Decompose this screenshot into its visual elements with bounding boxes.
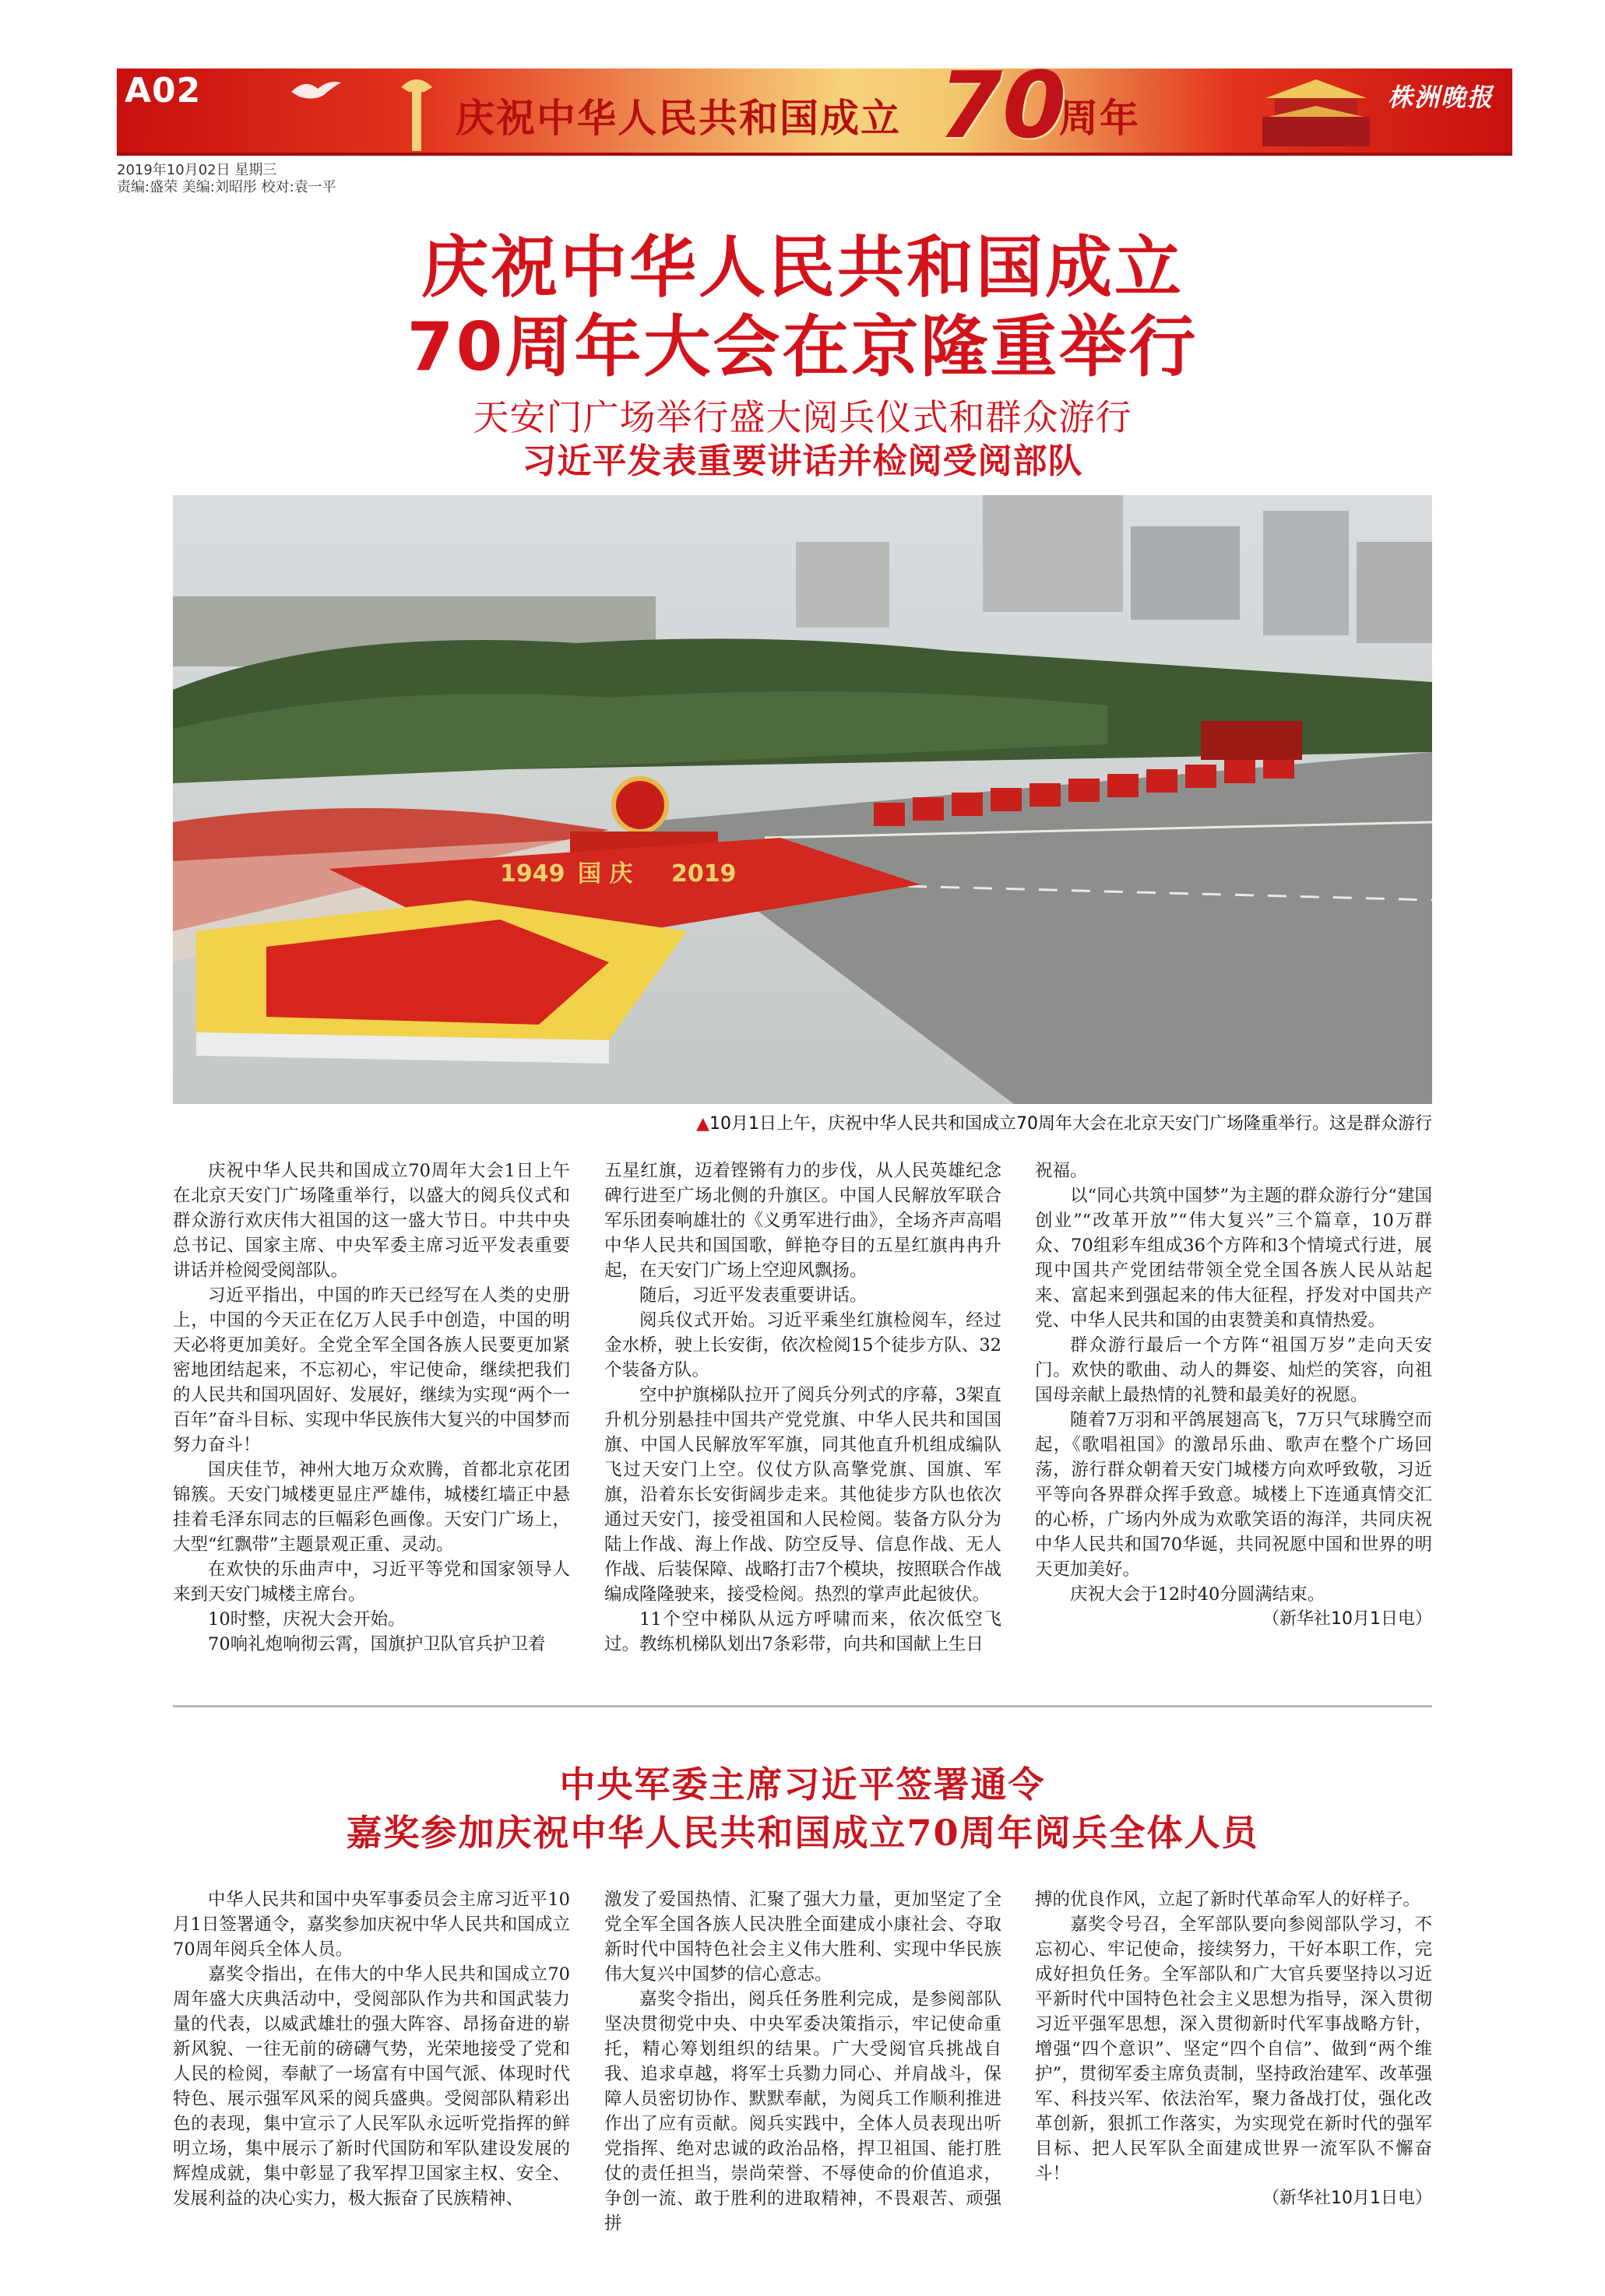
article2-headline-line1: 中央军委主席习近平签署通令 [559,1763,1046,1806]
paragraph: 空中护旗梯队拉开了阅兵分列式的序幕，3架直升机分别悬挂中国共产党党旗、中华人民共和国国旗、中国人民解放军军旗，同其他直升机组成编队飞过天安门上空。仪仗方队高擎党旗、国旗、军旗，沿着东长安街阔步走来。其他徒步方队也依次通过天安门，接受祖国和人民检阅。装备方队分为陆上作战、海上作战、防空反导、信息作战、无人作战、后装保障、战略打击7个模块，按照联合作战编成隆隆驶来，接受检阅。热烈的掌声此起彼伏。 [604,1385,1001,1605]
section-divider [173,1705,1432,1707]
article2-col-2 [604,1887,1001,2236]
photo-text-1949: 1949 [500,860,565,888]
article2-col-3 [1035,1887,1432,2211]
paragraph: 10时整，庆祝大会开始。 [208,1609,406,1630]
subhead-2: 习近平发表重要讲话并检阅受阅部队 [522,441,1083,481]
paragraph: 激发了爱国热情、汇聚了强大力量，更加坚定了全党全军全国各族人民决胜全面建成小康社会、夺取新时代中国特色社会主义伟大胜利、实现中华民族伟大复兴中国梦的信心意志。 [604,1890,1001,1985]
article1-col-1 [173,1159,570,1657]
ornamental-column-icon [393,72,440,153]
paragraph: 随后，习近平发表重要讲话。 [639,1285,868,1306]
photo-text-2019: 2019 [671,860,737,888]
banner-big-number: 70 [938,51,1067,159]
paragraph: 嘉奖令指出，阅兵任务胜利完成，是参阅部队坚决贯彻党中央、中央军委决策指示，牢记使命重托，精心筹划组织的结果。广大受阅官兵挑战自我、追求卓越，将军士兵勠力同心、并肩战斗，保障人员密切协作、默默奉献，为阅兵工作顺利推进作出了应有贡献。阅兵实践中，全体人员表现出听党指挥、绝对忠诚的政治品格，捍卫祖国、能打胜仗的责任担当，崇尚荣誉、不辱使命的价值追求，争创一流、敢于胜利的进取精神，不畏艰苦、顽强拼 [604,1989,1001,2234]
paragraph: 嘉奖令指出，在伟大的中华人民共和国成立70周年盛大庆典活动中，受阅部队作为共和国武装力量的代表，以威武雄壮的强大阵容、昂扬奋进的崭新风貌、一往无前的磅礴气势，光荣地接受了党和人民的检阅，奉献了一场富有中国气派、体现时代特色、展示强军风采的阅兵盛典。受阅部队精彩出色的表现，集中宣示了人民军队永远听党指挥的鲜明立场，集中展示了新时代国防和军队建设发展的辉煌成就，集中彰显了我军捍卫国家主权、安全、发展利益的决心实力，极大振奋了民族精神、 [173,1964,570,2209]
paragraph: 国庆佳节，神州大地万众欢腾，首都北京花团锦簇。天安门城楼更显庄严雄伟，城楼红墙正中悬挂着毛泽东同志的巨幅彩色画像。天安门广场上，大型“红飘带”主题景观正重、灵动。 [173,1460,570,1555]
banner-title: 庆祝中华人民共和国成立 [456,96,901,141]
photo-caption [173,1110,1432,1134]
subhead-1: 天安门广场举行盛大阅兵仪式和群众游行 [473,396,1132,438]
brand-logo: 株洲晚报 [1388,83,1494,112]
headline-line1: 庆祝中华人民共和国成立 [421,229,1184,307]
article2-signature: （新华社10月1日电） [1262,2189,1432,2208]
parade-photo [173,495,1432,1104]
paragraph: 五星红旗，迈着铿锵有力的步伐，从人民英雄纪念碑行进至广场北侧的升旗区。中国人民解放军联合军乐团奏响雄壮的《义勇军进行曲》，全场齐声高唱中华人民共和国国歌，鲜艳夺目的五星红旗冉冉升起，在天安门广场上空迎风飘扬。 [604,1161,1001,1281]
paragraph: 以“同心共筑中国梦”为主题的群众游行分“建国创业”“改革开放”“伟大复兴”三个篇章，10万群众、70组彩车组成36个方阵和3个情境式行进，展现中国共产党团结带领全党全国各族人民从站起来、富起来到强起来的伟大征程，抒发对中国共产党、中华人民共和国的由衷赞美和真情热爱。 [1035,1186,1432,1331]
paragraph: 嘉奖令号召，全军部队要向参阅部队学习，不忘初心、牢记使命，接续努力，干好本职工作，完成好担负任务。全军部队和广大官兵要坚持以习近平新时代中国特色社会主义思想为指导，深入贯彻习近平强军思想，深入贯彻新时代军事战略方针，增强“四个意识”、坚定“四个自信”、做到“两个维护”，贯彻军委主席负责制，坚持政治建军、改革强军、科技兴军、依法治军，聚力备战打仗，强化改革创新，狠抓工作落实，为实现党在新时代的强军目标、把人民军队全面建成世界一流军队不懈奋斗！ [1035,1915,1432,2184]
article2-col-1 [173,1887,570,2211]
dove-icon [290,75,344,106]
paragraph: 庆祝中华人民共和国成立70周年大会1日上午在北京天安门广场隆重举行，以盛大的阅兵仪式和群众游行欢庆伟大祖国的这一盛大节日。中共中央总书记、国家主席、中央军委主席习近平发表重要讲话并检阅受阅部队。 [173,1161,570,1281]
paragraph: 祝福。 [1035,1161,1088,1181]
caption-triangle-icon: ▲ [696,1114,709,1134]
tiananmen-tower-icon [1258,72,1374,149]
article1-col-2 [604,1159,1001,1657]
paragraph: 在欢快的乐曲声中，习近平等党和国家领导人来到天安门城楼主席台。 [173,1559,570,1605]
article1-signature: （新华社10月1日电） [1262,1609,1432,1629]
paragraph: 中华人民共和国中央军事委员会主席习近平10月1日签署通令，嘉奖参加庆祝中华人民共和国成立70周年阅兵全体人员。 [173,1890,570,1960]
page-number: A02 [125,71,202,111]
paragraph: 阅兵仪式开始。习近平乘坐红旗检阅车，经过金水桥，驶上长安街，依次检阅15个徒步方队、32个装备方队。 [604,1310,1001,1380]
paragraph: 习近平指出，中国的昨天已经写在人类的史册上，中国的今天正在亿万人民手中创造，中国的明天必将更加美好。全党全军全国各族人民要更加紧密地团结起来，不忘初心，牢记使命，继续把我们的人民共和国巩固好、发展好，继续为实现“两个一百年”奋斗目标、实现中华民族伟大复兴的中国梦而努力奋斗！ [173,1285,570,1455]
paragraph: 庆祝大会于12时40分圆满结束。 [1070,1584,1325,1605]
paragraph: 搏的优良作风，立起了新时代革命军人的好样子。 [1035,1890,1421,1910]
paragraph: 11个空中梯队从远方呼啸而来，依次低空飞过。教练机梯队划出7条彩带，向共和国献上生日 [604,1609,1001,1654]
caption-text: 10月1日上午，庆祝中华人民共和国成立70周年大会在北京天安门广场隆重举行。这是群众游行 [709,1114,1432,1134]
paragraph: 随着7万羽和平鸽展翅高飞，7万只气球腾空而起，《歌唱祖国》的激昂乐曲、歌声在整个广场回荡，游行群众朝着天安门城楼方向欢呼致敬，习近平等向各界群众挥手致意。城楼上下连通真情交汇的心桥，广场内外成为欢歌笑语的海洋，共同庆祝中华人民共和国70华诞，共同祝愿中国和世界的明天更加美好。 [1035,1410,1432,1580]
article1-col-3 [1035,1159,1432,1632]
article2-headline-line2: 嘉奖参加庆祝中华人民共和国成立70周年阅兵全体人员 [346,1812,1259,1854]
headline-line2: 70周年大会在京隆重举行 [407,308,1198,386]
banner-tail: 周年 [1059,96,1140,141]
paragraph: 群众游行最后一个方阵“祖国万岁”走向天安门。欢快的歌曲、动人的舞姿、灿烂的笑容，向祖国母亲献上最热情的礼赞和最美好的祝愿。 [1035,1335,1432,1405]
editors-line: 责编:盛荣 美编:刘昭彤 校对:袁一平 [117,179,336,195]
photo-text-guoqing: 国 庆 [578,860,633,888]
paragraph: 70响礼炮响彻云霄，国旗护卫队官兵护卫着 [208,1634,546,1654]
date-line: 2019年10月02日 星期三 [117,162,277,178]
